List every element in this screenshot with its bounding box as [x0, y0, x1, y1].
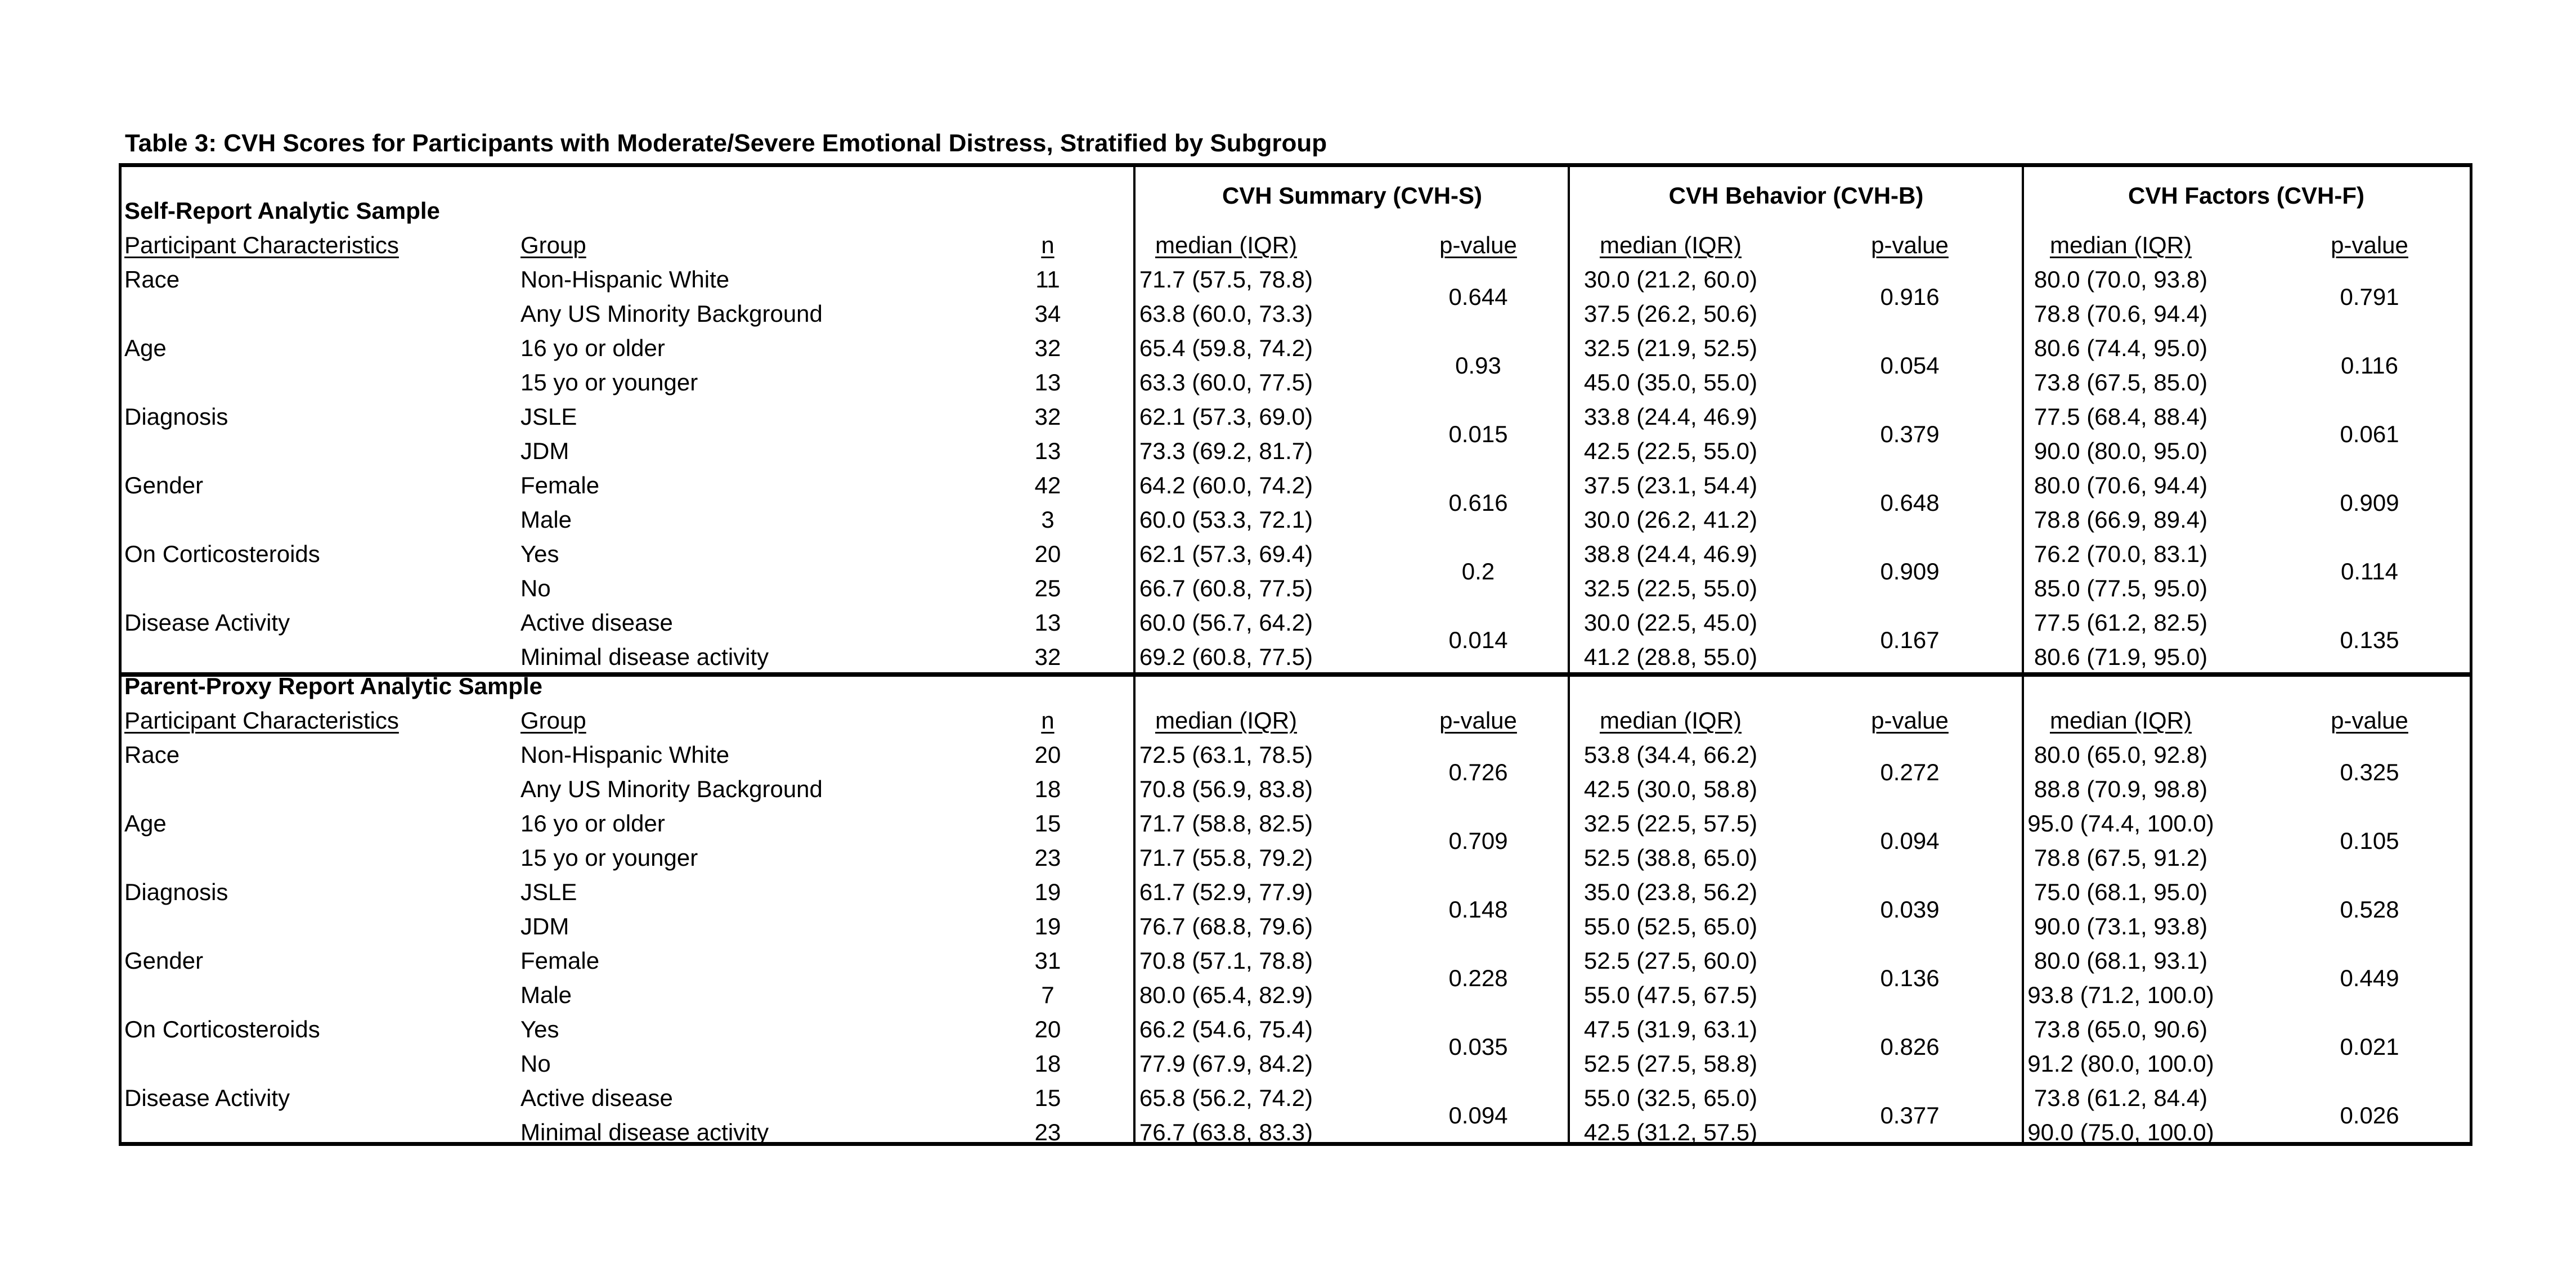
row-n: 15 [1034, 810, 1061, 837]
row-n: 13 [1034, 609, 1061, 636]
header-p-value: p-value [1871, 232, 1949, 258]
row-n: 11 [1035, 266, 1060, 293]
row-cvh-s-median-iqr: 63.3 (60.0, 77.5) [1139, 369, 1313, 395]
p-value-cvh-b: 0.379 [1880, 420, 1940, 447]
row-cvh-b-median-iqr: 41.2 (28.8, 55.0) [1583, 644, 1758, 670]
row-cvh-f-median-iqr: 95.0 (74.4, 100.0) [2027, 810, 2214, 837]
row-n: 19 [1034, 879, 1061, 905]
header-median-iqr: median (IQR) [1155, 707, 1298, 734]
row-cvh-b-median-iqr: 47.5 (31.9, 63.1) [1583, 1016, 1758, 1042]
p-value-cvh-b: 0.094 [1880, 827, 1940, 854]
row-cvh-s-median-iqr: 71.7 (55.8, 79.2) [1139, 844, 1313, 871]
row-characteristic: On Corticosteroids [124, 1016, 320, 1042]
row-group: Yes [520, 541, 559, 567]
row-cvh-f-median-iqr: 90.0 (75.0, 100.0) [2027, 1119, 2214, 1145]
row-cvh-b-median-iqr: 42.5 (22.5, 55.0) [1583, 438, 1758, 464]
row-n: 20 [1034, 741, 1061, 768]
row-cvh-f-median-iqr: 80.6 (71.9, 95.0) [2034, 644, 2208, 670]
row-cvh-b-median-iqr: 52.5 (27.5, 58.8) [1583, 1050, 1758, 1077]
row-cvh-s-median-iqr: 63.8 (60.0, 73.3) [1139, 300, 1313, 327]
row-cvh-b-median-iqr: 55.0 (47.5, 67.5) [1583, 982, 1758, 1008]
p-value-cvh-s: 0.93 [1455, 352, 1501, 379]
p-value-cvh-f: 0.325 [2340, 758, 2399, 785]
p-value-cvh-f: 0.791 [2340, 283, 2399, 310]
row-cvh-f-median-iqr: 80.6 (74.4, 95.0) [2034, 335, 2208, 361]
row-cvh-f-median-iqr: 75.0 (68.1, 95.0) [2034, 879, 2208, 905]
row-cvh-s-median-iqr: 64.2 (60.0, 74.2) [1139, 472, 1313, 498]
row-cvh-s-median-iqr: 65.8 (56.2, 74.2) [1139, 1085, 1313, 1111]
header-median-iqr: median (IQR) [2049, 232, 2192, 258]
p-value-cvh-f: 0.061 [2340, 420, 2399, 447]
row-n: 20 [1034, 541, 1061, 567]
p-value-cvh-f: 0.116 [2341, 352, 2398, 379]
row-group: JSLE [520, 403, 577, 430]
row-cvh-s-median-iqr: 60.0 (53.3, 72.1) [1139, 506, 1313, 533]
row-cvh-b-median-iqr: 52.5 (27.5, 60.0) [1583, 947, 1758, 974]
row-cvh-s-median-iqr: 62.1 (57.3, 69.4) [1139, 541, 1313, 567]
row-n: 31 [1034, 947, 1061, 974]
header-median-iqr: median (IQR) [1599, 707, 1742, 734]
row-cvh-f-median-iqr: 93.8 (71.2, 100.0) [2027, 982, 2214, 1008]
column-divider [2022, 167, 2024, 1142]
header-median-iqr: median (IQR) [1599, 232, 1742, 258]
row-characteristic: Disease Activity [124, 1085, 290, 1111]
row-characteristic: Race [124, 741, 180, 768]
row-group: Active disease [520, 1085, 673, 1111]
row-group: Any US Minority Background [520, 776, 823, 802]
row-cvh-f-median-iqr: 80.0 (68.1, 93.1) [2034, 947, 2208, 974]
row-group: Male [520, 506, 572, 533]
row-characteristic: Diagnosis [124, 879, 228, 905]
row-characteristic: Disease Activity [124, 609, 290, 636]
row-n: 3 [1041, 506, 1054, 533]
row-cvh-s-median-iqr: 72.5 (63.1, 78.5) [1139, 741, 1313, 768]
row-characteristic: Gender [124, 947, 204, 974]
p-value-cvh-b: 0.272 [1880, 758, 1940, 785]
p-value-cvh-f: 0.528 [2340, 896, 2399, 923]
row-group: No [520, 1050, 551, 1077]
row-characteristic: Gender [124, 472, 204, 498]
row-group: Non-Hispanic White [520, 741, 730, 768]
row-n: 42 [1034, 472, 1061, 498]
row-cvh-f-median-iqr: 77.5 (61.2, 82.5) [2034, 609, 2208, 636]
row-n: 7 [1041, 982, 1054, 1008]
p-value-cvh-s: 0.035 [1448, 1033, 1508, 1060]
header-participant-characteristics: Participant Characteristics [124, 232, 399, 258]
row-cvh-f-median-iqr: 90.0 (80.0, 95.0) [2034, 438, 2208, 464]
header-median-iqr: median (IQR) [1155, 232, 1298, 258]
row-cvh-s-median-iqr: 69.2 (60.8, 77.5) [1139, 644, 1313, 670]
row-group: JDM [520, 913, 569, 939]
row-cvh-b-median-iqr: 45.0 (35.0, 55.0) [1583, 369, 1758, 395]
row-cvh-s-median-iqr: 80.0 (65.4, 82.9) [1139, 982, 1313, 1008]
header-p-value: p-value [2331, 232, 2408, 258]
p-value-cvh-f: 0.135 [2340, 626, 2399, 653]
row-n: 15 [1034, 1085, 1061, 1111]
p-value-cvh-b: 0.909 [1880, 557, 1940, 584]
column-group-header-cvh-s: CVH Summary (CVH-S) [1222, 182, 1483, 209]
row-cvh-b-median-iqr: 55.0 (52.5, 65.0) [1583, 913, 1758, 939]
row-cvh-f-median-iqr: 78.8 (66.9, 89.4) [2034, 506, 2208, 533]
row-n: 19 [1034, 913, 1061, 939]
p-value-cvh-f: 0.909 [2340, 489, 2399, 516]
row-cvh-b-median-iqr: 37.5 (23.1, 54.4) [1583, 472, 1758, 498]
p-value-cvh-s: 0.148 [1448, 896, 1508, 923]
row-cvh-s-median-iqr: 66.2 (54.6, 75.4) [1139, 1016, 1313, 1042]
row-cvh-f-median-iqr: 88.8 (70.9, 98.8) [2034, 776, 2208, 802]
p-value-cvh-b: 0.648 [1880, 489, 1940, 516]
p-value-cvh-s: 0.726 [1448, 758, 1508, 785]
row-cvh-f-median-iqr: 77.5 (68.4, 88.4) [2034, 403, 2208, 430]
p-value-cvh-s: 0.015 [1448, 420, 1508, 447]
row-cvh-b-median-iqr: 30.0 (21.2, 60.0) [1583, 266, 1758, 293]
column-group-header-cvh-f: CVH Factors (CVH-F) [2128, 182, 2365, 209]
row-group: Minimal disease activity [520, 644, 769, 670]
row-group: JDM [520, 438, 569, 464]
row-n: 32 [1034, 403, 1061, 430]
p-value-cvh-f: 0.114 [2341, 557, 2398, 584]
row-characteristic: Age [124, 810, 167, 837]
p-value-cvh-b: 0.167 [1880, 626, 1940, 653]
p-value-cvh-s: 0.2 [1461, 557, 1495, 584]
row-cvh-s-median-iqr: 71.7 (57.5, 78.8) [1139, 266, 1313, 293]
p-value-cvh-f: 0.026 [2340, 1101, 2399, 1128]
row-group: Female [520, 472, 600, 498]
p-value-cvh-s: 0.644 [1448, 283, 1508, 310]
header-n: n [1041, 232, 1054, 258]
row-n: 25 [1034, 575, 1061, 601]
row-cvh-f-median-iqr: 80.0 (70.6, 94.4) [2034, 472, 2208, 498]
row-cvh-f-median-iqr: 73.8 (61.2, 84.4) [2034, 1085, 2208, 1111]
row-cvh-s-median-iqr: 76.7 (68.8, 79.6) [1139, 913, 1313, 939]
row-n: 20 [1034, 1016, 1061, 1042]
row-group: No [520, 575, 551, 601]
row-group: Yes [520, 1016, 559, 1042]
row-n: 32 [1034, 644, 1061, 670]
row-group: 16 yo or older [520, 810, 665, 837]
row-cvh-f-median-iqr: 90.0 (73.1, 93.8) [2034, 913, 2208, 939]
header-group: Group [520, 707, 586, 734]
header-group: Group [520, 232, 586, 258]
table-title: Table 3: CVH Scores for Participants with Moderate/Severe Emotional Distress, Stratified by Subgroup [125, 129, 1327, 157]
row-cvh-f-median-iqr: 91.2 (80.0, 100.0) [2027, 1050, 2214, 1077]
p-value-cvh-s: 0.709 [1448, 827, 1508, 854]
header-p-value: p-value [2331, 707, 2408, 734]
row-cvh-f-median-iqr: 80.0 (65.0, 92.8) [2034, 741, 2208, 768]
row-n: 13 [1034, 369, 1061, 395]
column-divider [1133, 167, 1136, 1142]
row-cvh-s-median-iqr: 73.3 (69.2, 81.7) [1139, 438, 1313, 464]
row-cvh-f-median-iqr: 78.8 (70.6, 94.4) [2034, 300, 2208, 327]
row-cvh-b-median-iqr: 32.5 (21.9, 52.5) [1583, 335, 1758, 361]
row-characteristic: Diagnosis [124, 403, 228, 430]
row-cvh-s-median-iqr: 77.9 (67.9, 84.2) [1139, 1050, 1313, 1077]
row-n: 23 [1034, 844, 1061, 871]
row-group: 15 yo or younger [520, 369, 698, 395]
row-cvh-f-median-iqr: 85.0 (77.5, 95.0) [2034, 575, 2208, 601]
row-group: 16 yo or older [520, 335, 665, 361]
header-p-value: p-value [1871, 707, 1949, 734]
row-n: 23 [1034, 1119, 1061, 1145]
row-cvh-f-median-iqr: 73.8 (65.0, 90.6) [2034, 1016, 2208, 1042]
row-cvh-b-median-iqr: 35.0 (23.8, 56.2) [1583, 879, 1758, 905]
header-median-iqr: median (IQR) [2049, 707, 2192, 734]
row-cvh-b-median-iqr: 42.5 (30.0, 58.8) [1583, 776, 1758, 802]
row-group: Male [520, 982, 572, 1008]
row-group: Any US Minority Background [520, 300, 823, 327]
row-cvh-s-median-iqr: 61.7 (52.9, 77.9) [1139, 879, 1313, 905]
row-cvh-b-median-iqr: 30.0 (22.5, 45.0) [1583, 609, 1758, 636]
row-group: Minimal disease activity [520, 1119, 769, 1145]
p-value-cvh-b: 0.054 [1880, 352, 1940, 379]
row-cvh-s-median-iqr: 65.4 (59.8, 74.2) [1139, 335, 1313, 361]
row-cvh-f-median-iqr: 76.2 (70.0, 83.1) [2034, 541, 2208, 567]
data-table [119, 163, 2472, 1146]
section-label: Self-Report Analytic Sample [124, 197, 440, 224]
row-cvh-s-median-iqr: 66.7 (60.8, 77.5) [1139, 575, 1313, 601]
row-cvh-s-median-iqr: 71.7 (58.8, 82.5) [1139, 810, 1313, 837]
row-cvh-b-median-iqr: 53.8 (34.4, 66.2) [1583, 741, 1758, 768]
header-p-value: p-value [1439, 232, 1517, 258]
row-cvh-b-median-iqr: 37.5 (26.2, 50.6) [1583, 300, 1758, 327]
row-cvh-b-median-iqr: 30.0 (26.2, 41.2) [1583, 506, 1758, 533]
section-label: Parent-Proxy Report Analytic Sample [124, 673, 542, 699]
row-cvh-b-median-iqr: 42.5 (31.2, 57.5) [1583, 1119, 1758, 1145]
p-value-cvh-b: 0.136 [1880, 964, 1940, 991]
row-n: 18 [1034, 776, 1061, 802]
column-group-header-cvh-b: CVH Behavior (CVH-B) [1668, 182, 1924, 209]
row-n: 18 [1034, 1050, 1061, 1077]
row-characteristic: Age [124, 335, 167, 361]
p-value-cvh-s: 0.094 [1448, 1101, 1508, 1128]
row-cvh-s-median-iqr: 70.8 (56.9, 83.8) [1139, 776, 1313, 802]
row-cvh-b-median-iqr: 32.5 (22.5, 57.5) [1583, 810, 1758, 837]
p-value-cvh-b: 0.039 [1880, 896, 1940, 923]
p-value-cvh-f: 0.021 [2340, 1033, 2399, 1060]
row-cvh-f-median-iqr: 78.8 (67.5, 91.2) [2034, 844, 2208, 871]
column-divider [1568, 167, 1570, 1142]
header-p-value: p-value [1439, 707, 1517, 734]
p-value-cvh-b: 0.916 [1880, 283, 1940, 310]
row-cvh-s-median-iqr: 76.7 (63.8, 83.3) [1139, 1119, 1313, 1145]
row-group: JSLE [520, 879, 577, 905]
row-characteristic: Race [124, 266, 180, 293]
row-cvh-s-median-iqr: 60.0 (56.7, 64.2) [1139, 609, 1313, 636]
row-n: 13 [1034, 438, 1061, 464]
row-cvh-b-median-iqr: 33.8 (24.4, 46.9) [1583, 403, 1758, 430]
row-n: 34 [1034, 300, 1061, 327]
row-cvh-f-median-iqr: 73.8 (67.5, 85.0) [2034, 369, 2208, 395]
p-value-cvh-s: 0.228 [1448, 964, 1508, 991]
header-n: n [1041, 707, 1054, 734]
row-cvh-b-median-iqr: 55.0 (32.5, 65.0) [1583, 1085, 1758, 1111]
row-group: Active disease [520, 609, 673, 636]
row-n: 32 [1034, 335, 1061, 361]
row-cvh-s-median-iqr: 62.1 (57.3, 69.0) [1139, 403, 1313, 430]
row-cvh-f-median-iqr: 80.0 (70.0, 93.8) [2034, 266, 2208, 293]
p-value-cvh-b: 0.377 [1880, 1101, 1940, 1128]
row-cvh-b-median-iqr: 32.5 (22.5, 55.0) [1583, 575, 1758, 601]
row-cvh-b-median-iqr: 38.8 (24.4, 46.9) [1583, 541, 1758, 567]
row-cvh-s-median-iqr: 70.8 (57.1, 78.8) [1139, 947, 1313, 974]
p-value-cvh-s: 0.616 [1448, 489, 1508, 516]
p-value-cvh-f: 0.449 [2340, 964, 2399, 991]
p-value-cvh-s: 0.014 [1448, 626, 1508, 653]
header-participant-characteristics: Participant Characteristics [124, 707, 399, 734]
row-group: 15 yo or younger [520, 844, 698, 871]
row-group: Female [520, 947, 600, 974]
p-value-cvh-f: 0.105 [2340, 827, 2399, 854]
p-value-cvh-b: 0.826 [1880, 1033, 1940, 1060]
row-cvh-b-median-iqr: 52.5 (38.8, 65.0) [1583, 844, 1758, 871]
row-characteristic: On Corticosteroids [124, 541, 320, 567]
row-group: Non-Hispanic White [520, 266, 730, 293]
